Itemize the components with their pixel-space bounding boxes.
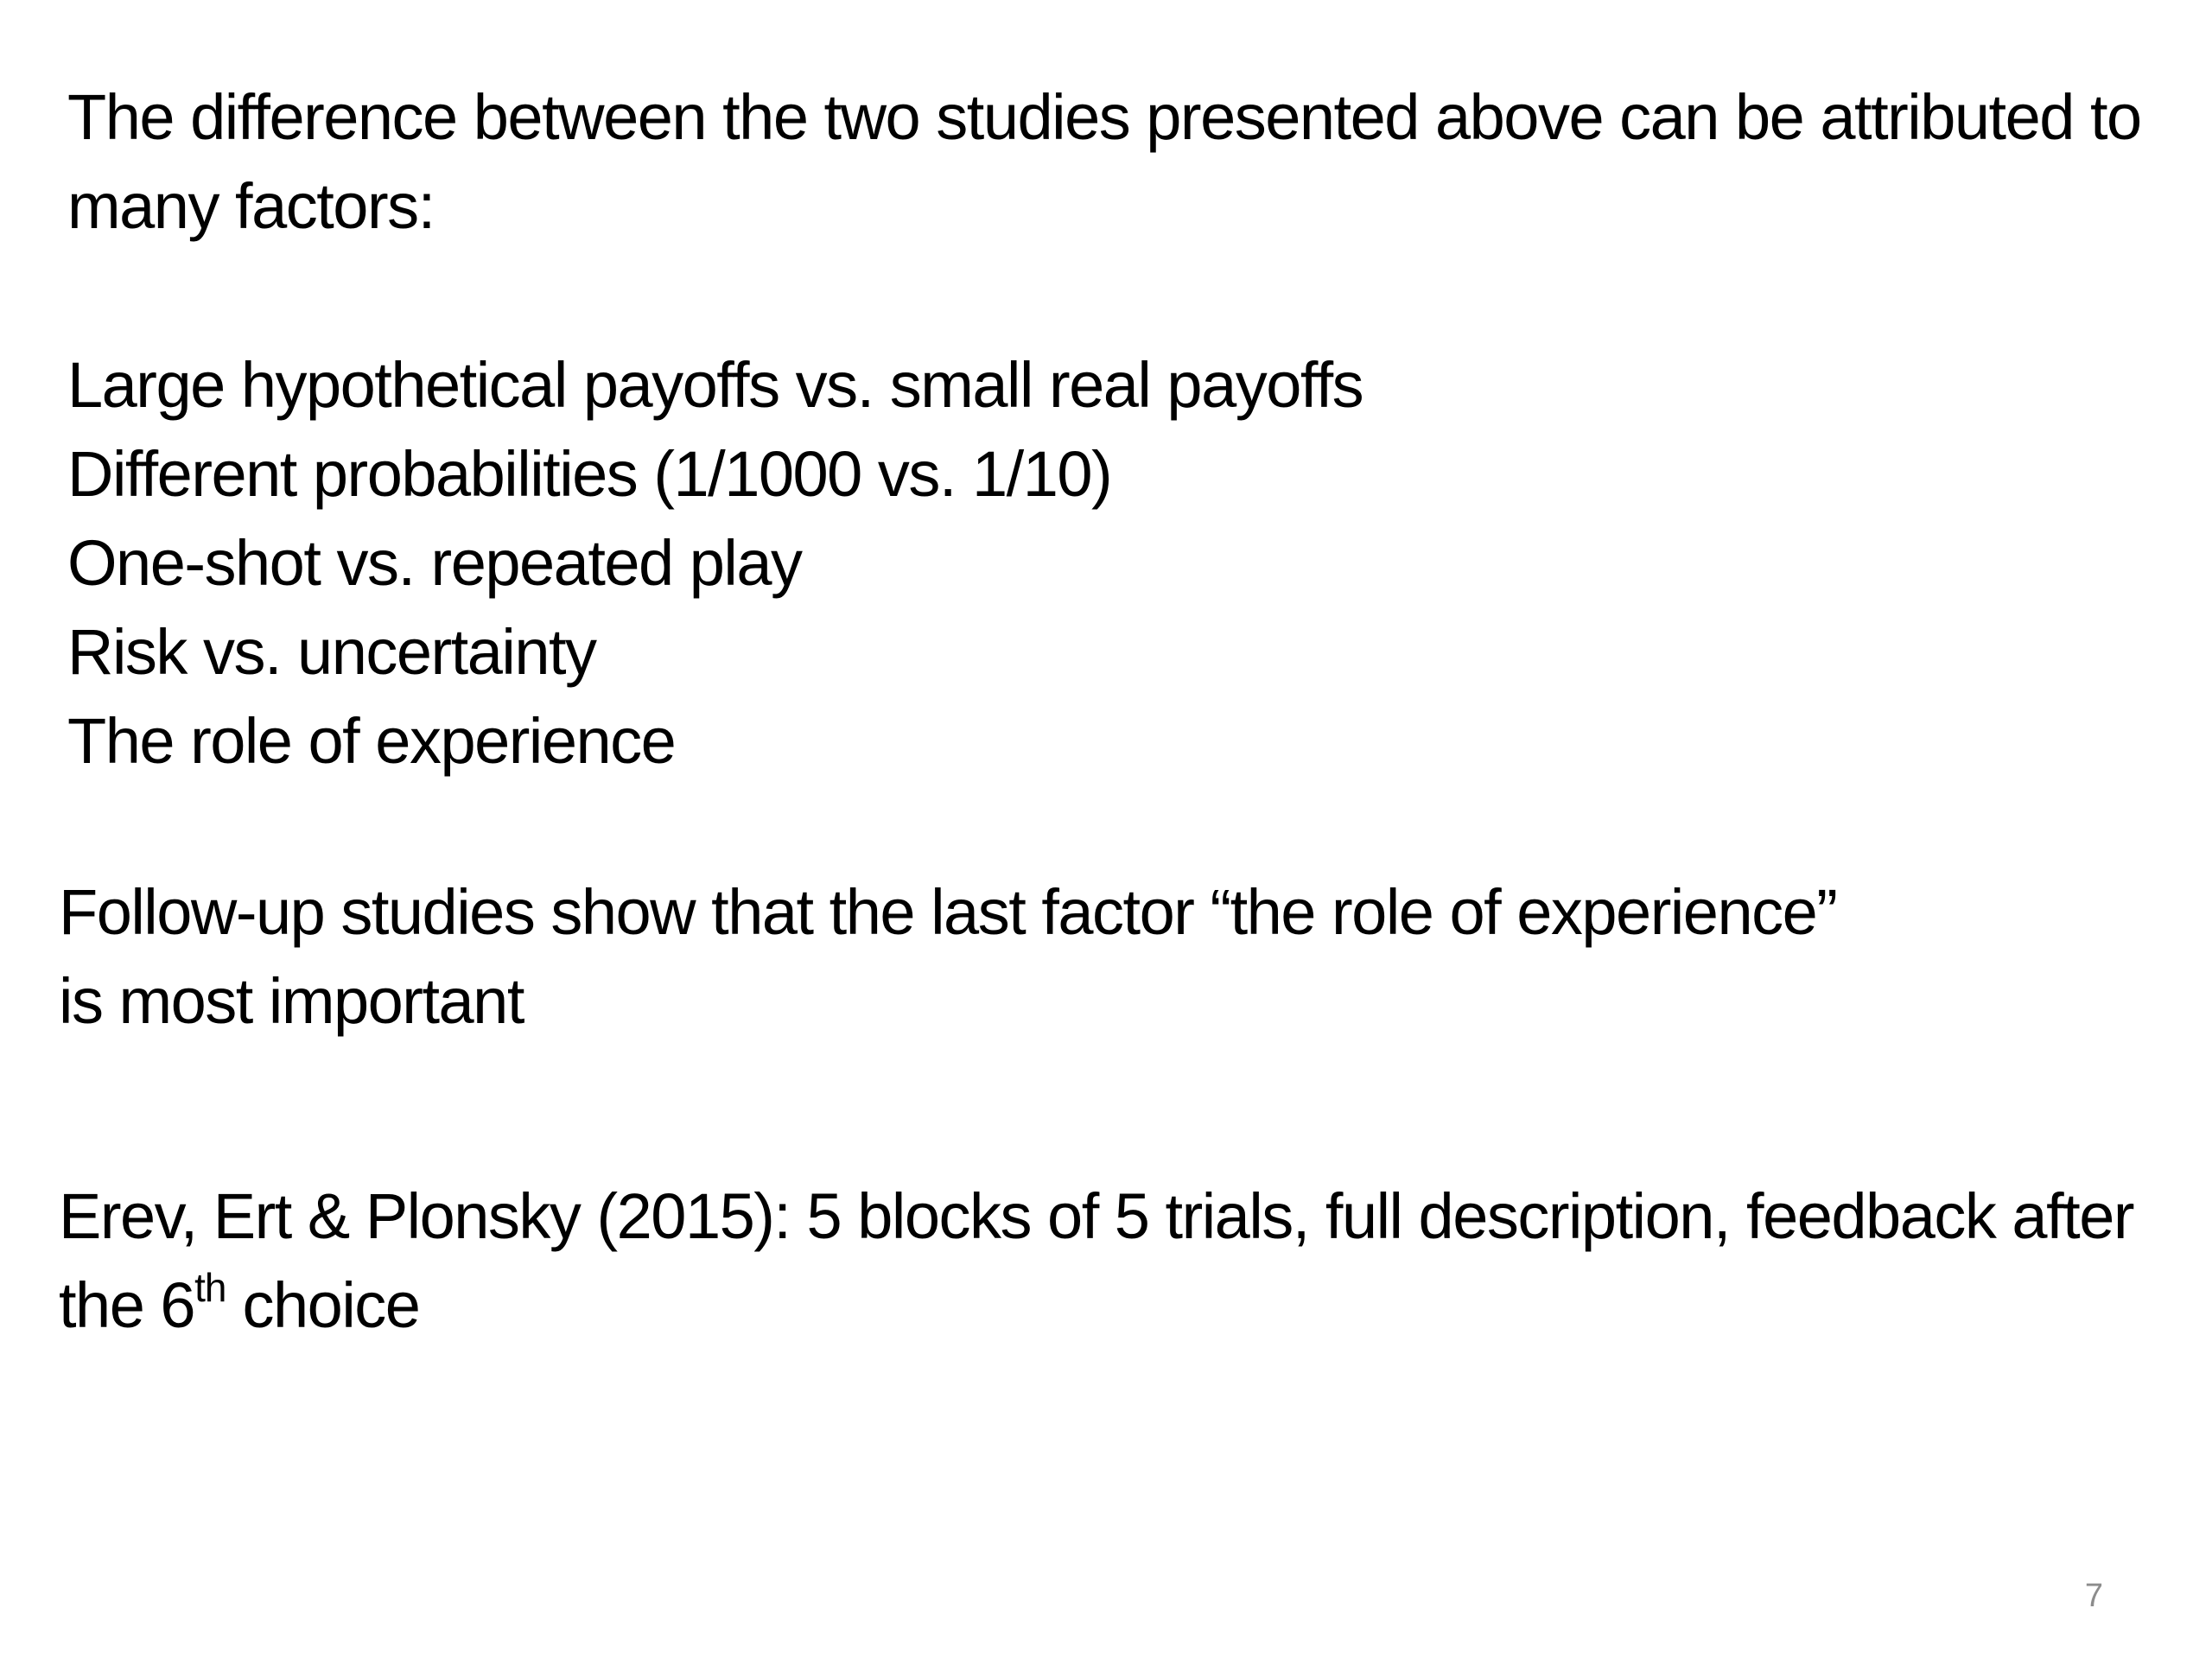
followup-line-1: Follow-up studies show that the last factor “the role of experience”	[59, 876, 1837, 948]
factor-item: Large hypothetical payoffs vs. small real payoffs	[67, 349, 1363, 421]
followup-paragraph	[59, 868, 1836, 1046]
page-number: 7	[2084, 1578, 2103, 1614]
intro-line-2: many factors:	[67, 170, 435, 242]
citation-line-1: Erev, Ert & Plonsky (2015): 5 blocks of 5 trials, full description, feedback after	[59, 1180, 2133, 1252]
intro-line-1: The difference between the two studies presented above can be attributed to	[67, 81, 2141, 153]
intro-paragraph	[67, 73, 2141, 251]
ordinal-suffix: th	[194, 1265, 226, 1310]
followup-line-2: is most important	[59, 965, 524, 1037]
factor-list	[67, 340, 1363, 785]
citation-line-2-prefix: the 6	[59, 1269, 195, 1341]
factor-item: The role of experience	[67, 705, 676, 777]
factor-item: Risk vs. uncertainty	[67, 616, 596, 688]
citation-paragraph	[59, 1172, 2133, 1350]
citation-line-2	[59, 1261, 2133, 1350]
citation-line-2-suffix: choice	[226, 1269, 420, 1341]
factor-item: Different probabilities (1/1000 vs. 1/10)	[67, 438, 1112, 510]
factor-item: One-shot vs. repeated play	[67, 527, 802, 599]
